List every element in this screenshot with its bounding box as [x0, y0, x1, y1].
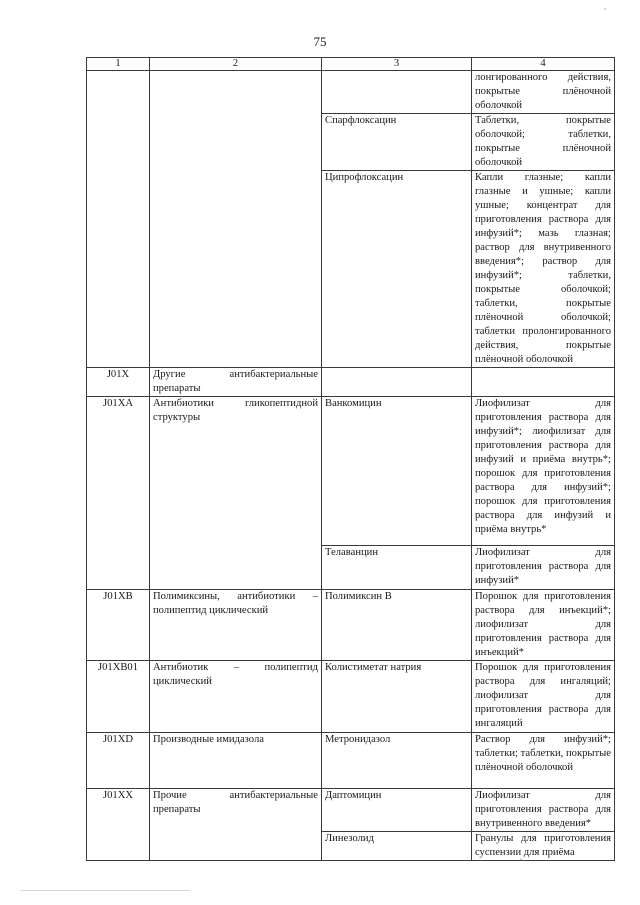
atc-code-cell: J01XX [87, 789, 150, 861]
scan-artifact-line [20, 890, 190, 891]
atc-code-cell: J01XB [87, 590, 150, 661]
dosage-forms-cell: Порошок для приготовления раствора для ингаляций; лиофилизат для приготовления раствора для ингаляций [472, 661, 615, 733]
table-row [87, 368, 615, 397]
inn-cell: Линезолид [322, 832, 472, 861]
atc-code-cell: J01XA [87, 397, 150, 590]
column-header: 1 [87, 58, 150, 71]
page-number: 75 [313, 34, 327, 49]
inn-cell: Метронидазол [322, 733, 472, 789]
group-name-cell [150, 71, 322, 368]
inn-cell: Телаванцин [322, 546, 472, 590]
atc-code-cell: J01XD [87, 733, 150, 789]
column-header: 2 [150, 58, 322, 71]
table-row [87, 590, 615, 661]
atc-code-cell: J01X [87, 368, 150, 397]
inn-cell [322, 368, 472, 397]
table-row [87, 397, 615, 546]
inn-cell: Даптомицин [322, 789, 472, 832]
drug-table [86, 57, 615, 861]
inn-cell: Ванкомицин [322, 397, 472, 546]
dosage-forms-cell: Капли глазные; капли глазные и ушные; капли ушные; концентрат для приготовления раствора для инфузий*; мазь глазная; раствор для внутривенного введения*; раствор для инфузий*; таблетки, покрытые оболочкой; таблетки, покрытые плёночной оболочкой; таблетки пролонгированного действия, покрытые плёночной оболочкой [472, 171, 615, 368]
group-name-cell: Производные имидазола [150, 733, 322, 789]
table-row [87, 789, 615, 832]
scan-artifact-dot [604, 8, 606, 10]
group-name-cell: Другие антибактериальные препараты [150, 368, 322, 397]
inn-cell [322, 71, 472, 114]
atc-code-cell [87, 71, 150, 368]
scan-artifact-dot [520, 858, 522, 860]
dosage-forms-cell: лонгированного действия, покрытые плёночной оболочкой [472, 71, 615, 114]
table-row [87, 71, 615, 114]
dosage-forms-cell: Лиофилизат для приготовления раствора для инфузий*; лиофилизат для приготовления раствора для инфузий и приёма внутрь*; порошок для приготовления раствора для инфузий*; порошок для приготовления раствора для инфузий и приёма внутрь* [472, 397, 615, 546]
column-header: 4 [472, 58, 615, 71]
group-name-cell: Полимиксины, антибиотики – полипептид циклический [150, 590, 322, 661]
inn-cell: Полимиксин В [322, 590, 472, 661]
group-name-cell: Антибиотик – полипептид циклический [150, 661, 322, 733]
table-row [87, 661, 615, 733]
dosage-forms-cell: Таблетки, покрытые оболочкой; таблетки, покрытые плёночной оболочкой [472, 114, 615, 171]
dosage-forms-cell: Порошок для приготовления раствора для инъекций*; лиофилизат для приготовления раствора для инъекций* [472, 590, 615, 661]
table-header-row [87, 58, 615, 71]
inn-cell: Ципрофлоксацин [322, 171, 472, 368]
dosage-forms-cell [472, 368, 615, 397]
group-name-cell: Прочие антибактериальные препараты [150, 789, 322, 861]
column-header: 3 [322, 58, 472, 71]
dosage-forms-cell: Раствор для инфузий*; таблетки; таблетки, покрытые плёночной оболочкой [472, 733, 615, 789]
dosage-forms-cell: Гранулы для приготовления суспензии для приёма [472, 832, 615, 861]
table-row [87, 733, 615, 789]
atc-code-cell: J01XB01 [87, 661, 150, 733]
group-name-cell: Антибиотики гликопептидной структуры [150, 397, 322, 590]
dosage-forms-cell: Лиофилизат для приготовления раствора для внутривенного введения* [472, 789, 615, 832]
inn-cell: Колистиметат натрия [322, 661, 472, 733]
inn-cell: Спарфлоксацин [322, 114, 472, 171]
dosage-forms-cell: Лиофилизат для приготовления раствора для инфузий* [472, 546, 615, 590]
